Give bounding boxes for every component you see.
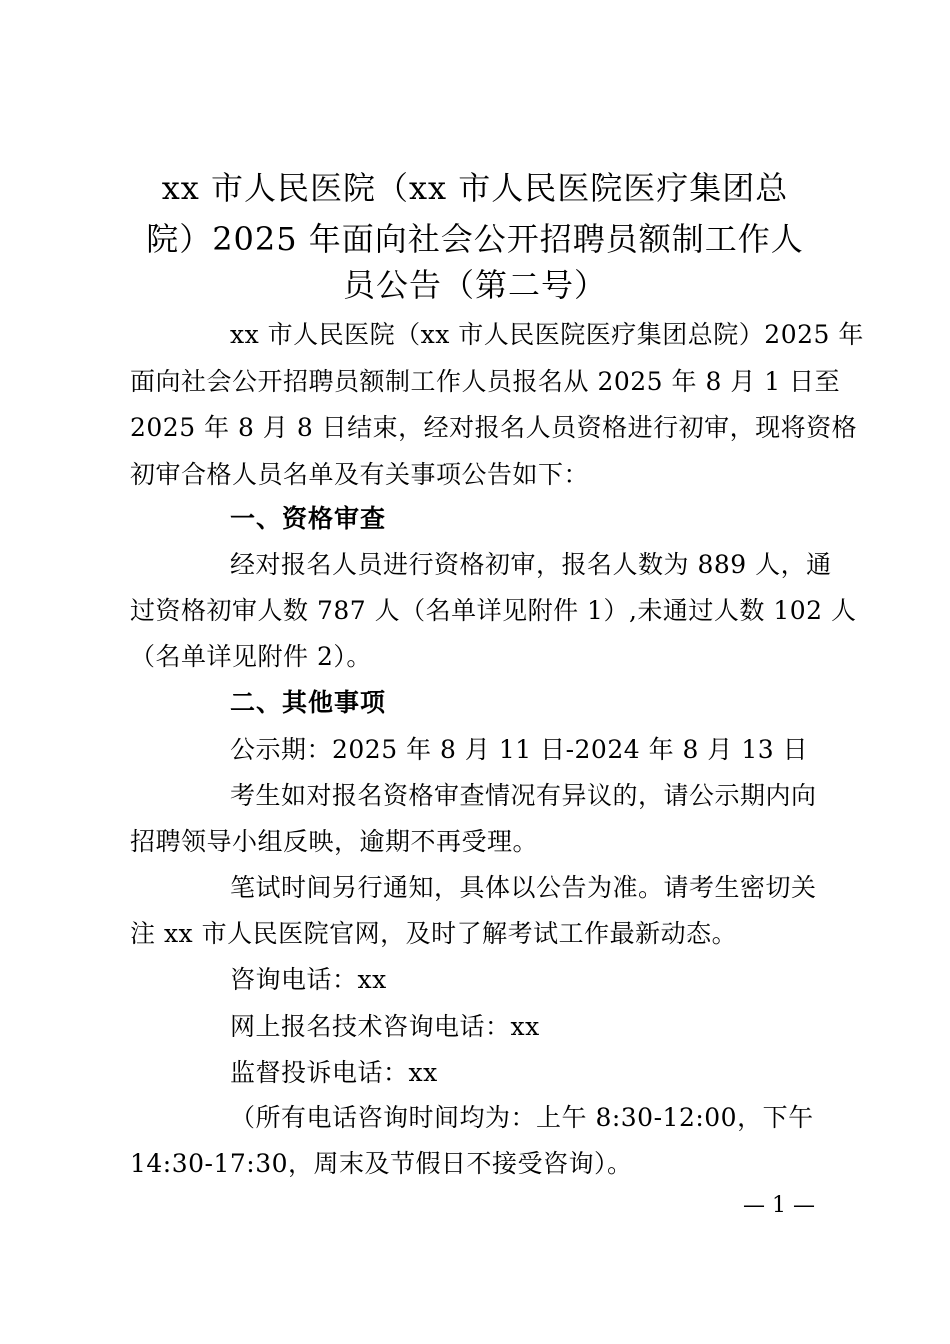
hours-line-2: 14:30-17:30，周末及节假日不接受咨询）。	[130, 1149, 633, 1178]
objection-line-1: 考生如对报名资格审查情况有异议的，请公示期内向	[230, 781, 817, 810]
document-title-line-1: xx 市人民医院（xx 市人民医院医疗集团总	[161, 169, 789, 207]
consult-phone: 咨询电话：xx	[230, 965, 387, 994]
document-title-line-3: 员公告（第二号）	[342, 266, 607, 304]
document-title-line-2: 院）2025 年面向社会公开招聘员额制工作人	[146, 220, 804, 258]
publicity-period: 公示期：2025 年 8 月 11 日-2024 年 8 月 13 日	[230, 735, 809, 764]
hours-line-1: （所有电话咨询时间均为：上午 8:30-12:00，下午	[230, 1103, 814, 1132]
intro-line-2: 面向社会公开招聘员额制工作人员报名从 2025 年 8 月 1 日至	[130, 367, 841, 396]
exam-line-1: 笔试时间另行通知，具体以公告为准。请考生密切关	[230, 873, 817, 902]
section-heading-qualification: 一、资格审查	[230, 504, 387, 533]
exam-line-2: 注 xx 市人民医院官网，及时了解考试工作最新动态。	[130, 919, 738, 948]
page-number: — 1 —	[743, 1193, 815, 1218]
section-heading-other-matters: 二、其他事项	[230, 688, 387, 717]
complaint-phone: 监督投诉电话：xx	[230, 1058, 438, 1087]
qualification-line-1: 经对报名人员进行资格初审，报名人数为 889 人，通	[230, 550, 832, 579]
qualification-line-3: （名单详见附件 2）。	[130, 642, 372, 671]
intro-line-1: xx 市人民医院（xx 市人民医院医疗集团总院）2025 年	[230, 320, 864, 349]
objection-line-2: 招聘领导小组反映，逾期不再受理。	[130, 827, 539, 856]
intro-line-3: 2025 年 8 月 8 日结束，经对报名人员资格进行初审，现将资格	[130, 413, 858, 442]
qualification-line-2: 过资格初审人数 787 人（名单详见附件 1）,未通过人数 102 人	[130, 596, 857, 625]
intro-line-4: 初审合格人员名单及有关事项公告如下：	[130, 460, 590, 489]
tech-support-phone: 网上报名技术咨询电话：xx	[230, 1012, 540, 1041]
